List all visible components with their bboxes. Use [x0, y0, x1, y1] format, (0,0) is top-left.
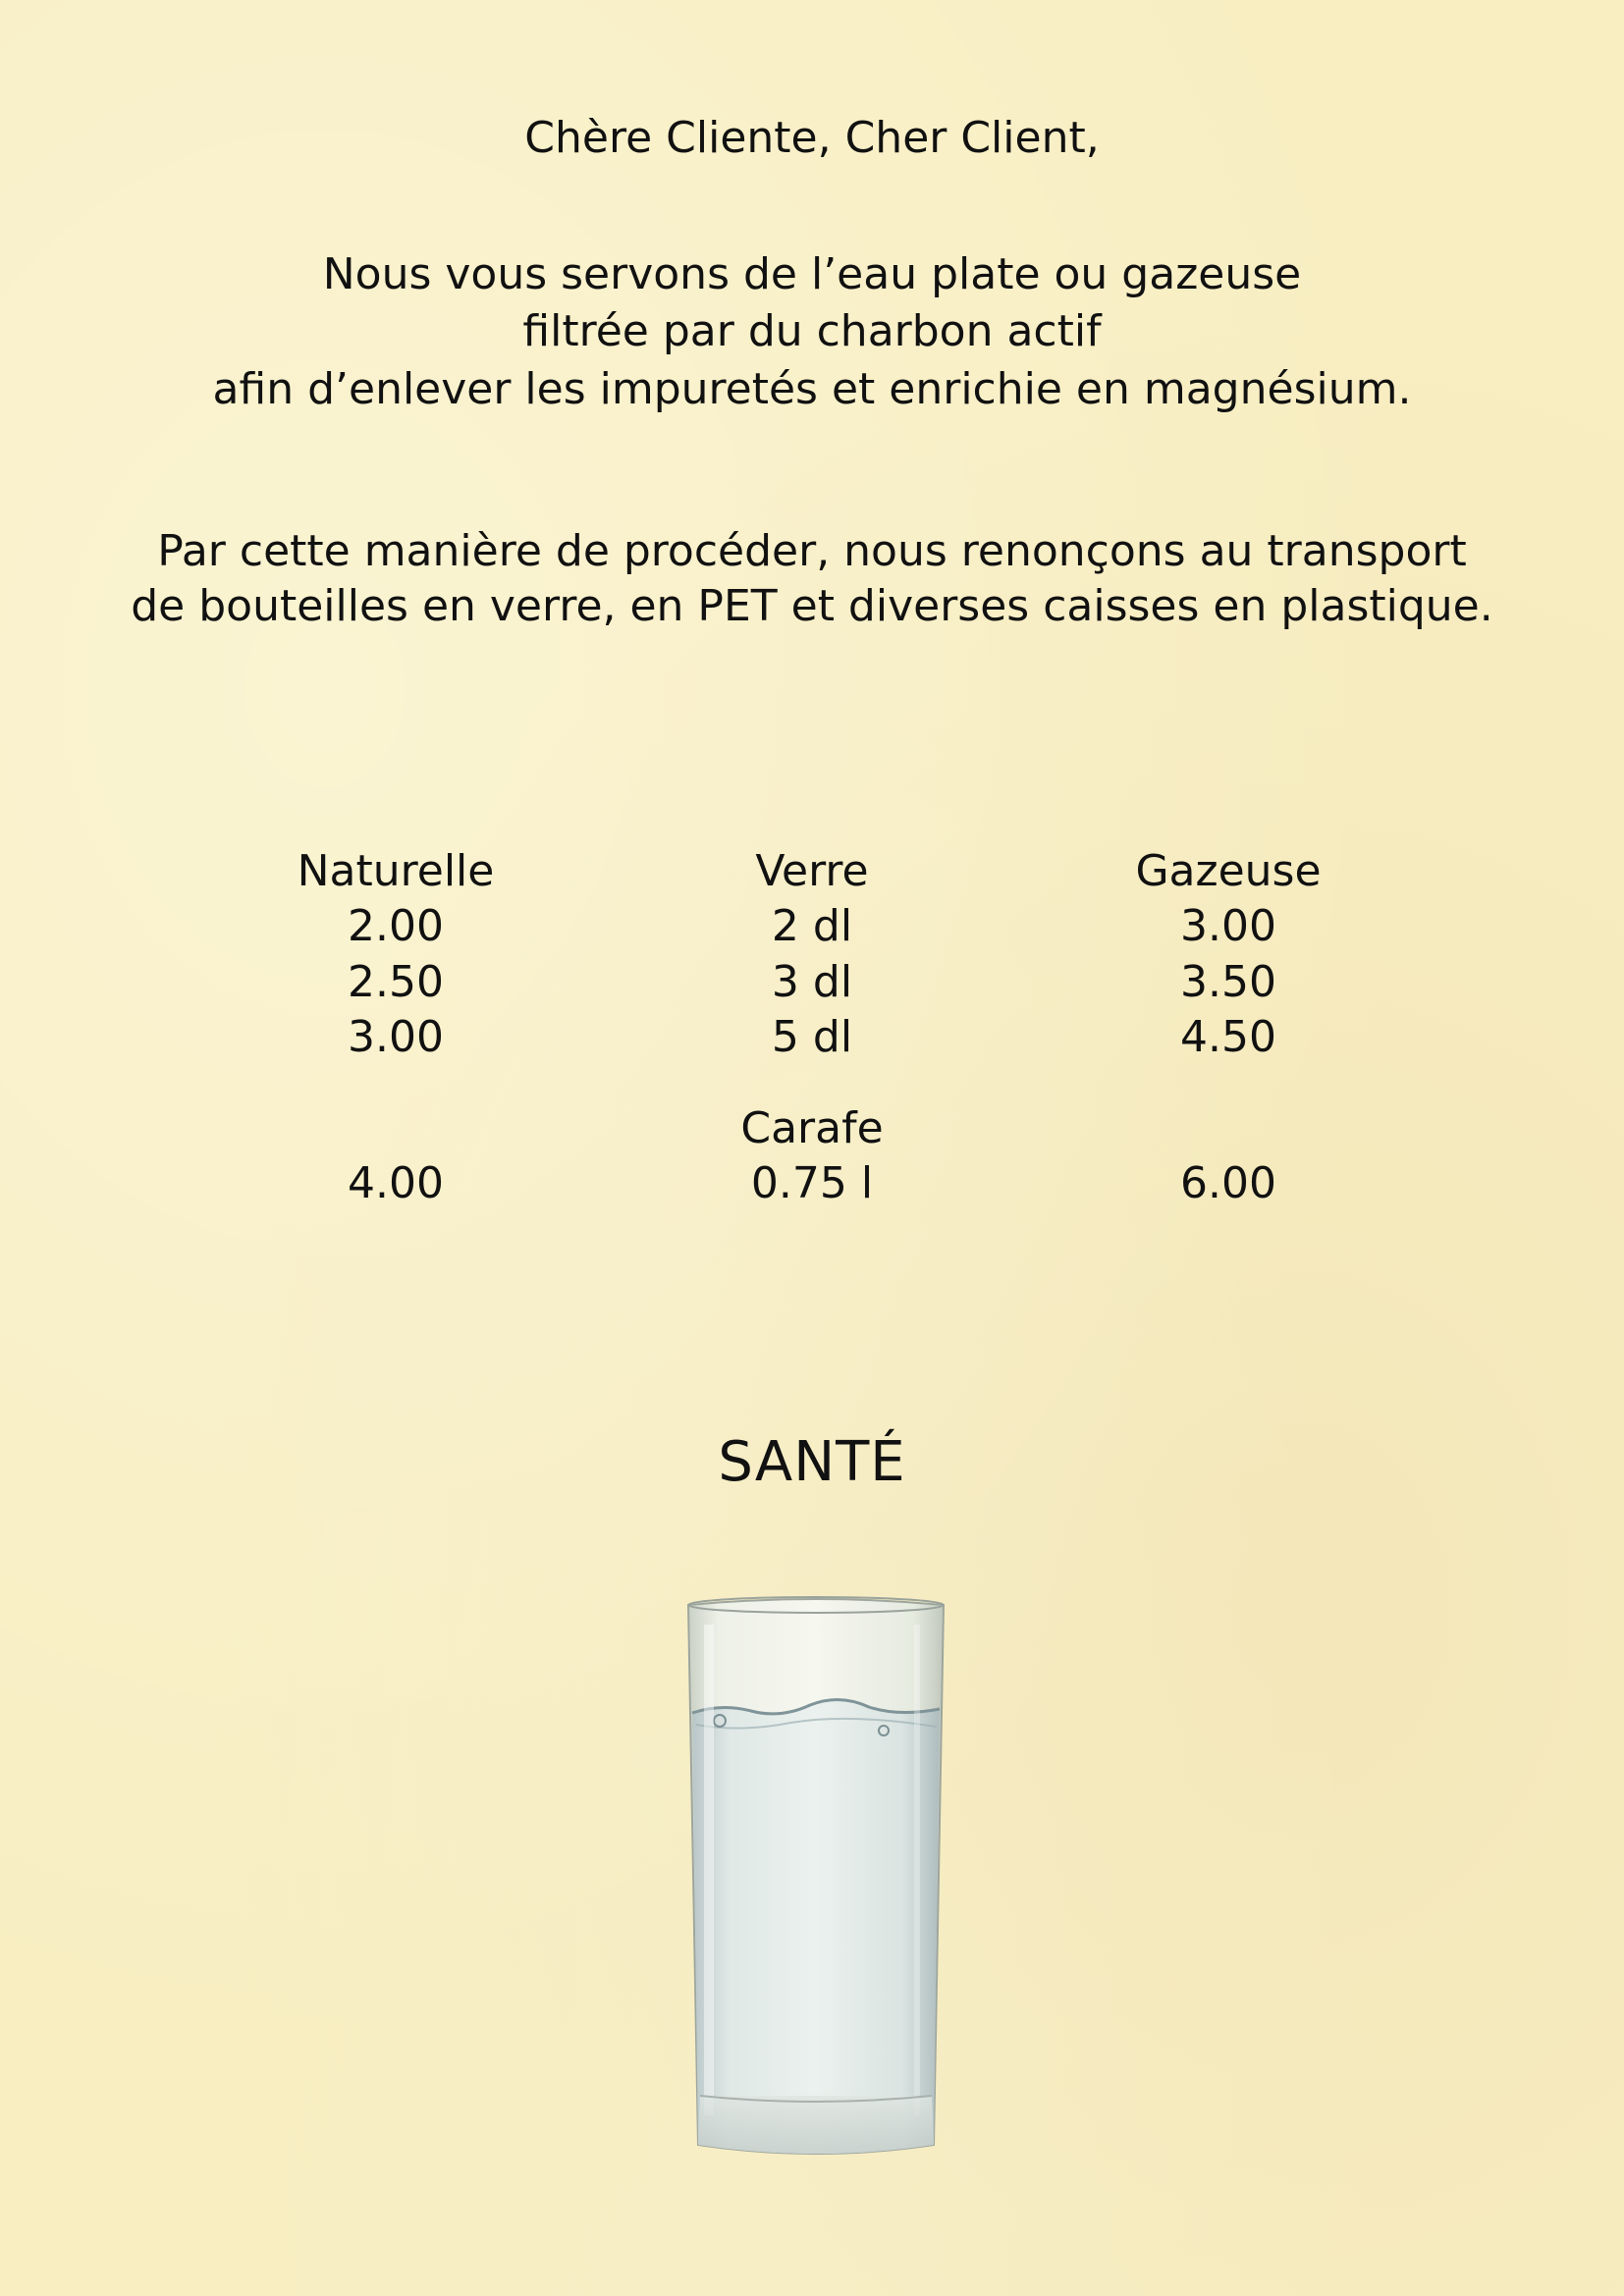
price-naturelle: 2.00: [348, 901, 444, 951]
greeting: Chère Cliente, Cher Client,: [524, 113, 1100, 163]
carafe-price-naturelle: 4.00: [348, 1158, 444, 1208]
header-naturelle: Naturelle: [297, 846, 495, 896]
header-verre: Verre: [755, 846, 869, 896]
closing-title: SANTÉ: [718, 1430, 906, 1494]
carafe-size: 0.75 l: [750, 1158, 874, 1208]
paragraph-2-line-2: de bouteilles en verre, en PET et diverses caisses en plastique.: [131, 581, 1493, 631]
size: 5 dl: [771, 1012, 853, 1062]
carafe-price-gazeuse: 6.00: [1180, 1158, 1276, 1208]
paragraph-1-line-1: Nous vous servons de l’eau plate ou gazeuse: [322, 249, 1302, 299]
price-gazeuse: 3.00: [1180, 901, 1276, 951]
paragraph-2-line-1: Par cette manière de procéder, nous renonçons au transport: [157, 526, 1467, 576]
price-gazeuse: 4.50: [1180, 1012, 1276, 1062]
header-gazeuse: Gazeuse: [1135, 846, 1322, 896]
size: 3 dl: [771, 957, 853, 1007]
paragraph-1-line-2: filtrée par du charbon actif: [522, 306, 1102, 356]
water-glass-icon: [682, 1595, 949, 2164]
price-gazeuse: 3.50: [1180, 957, 1276, 1007]
carafe-label: Carafe: [740, 1103, 884, 1153]
size: 2 dl: [771, 901, 853, 951]
price-naturelle: 3.00: [348, 1012, 444, 1062]
paragraph-1-line-3: afin d’enlever les impuretés et enrichie en magnésium.: [212, 364, 1412, 414]
price-naturelle: 2.50: [348, 957, 444, 1007]
